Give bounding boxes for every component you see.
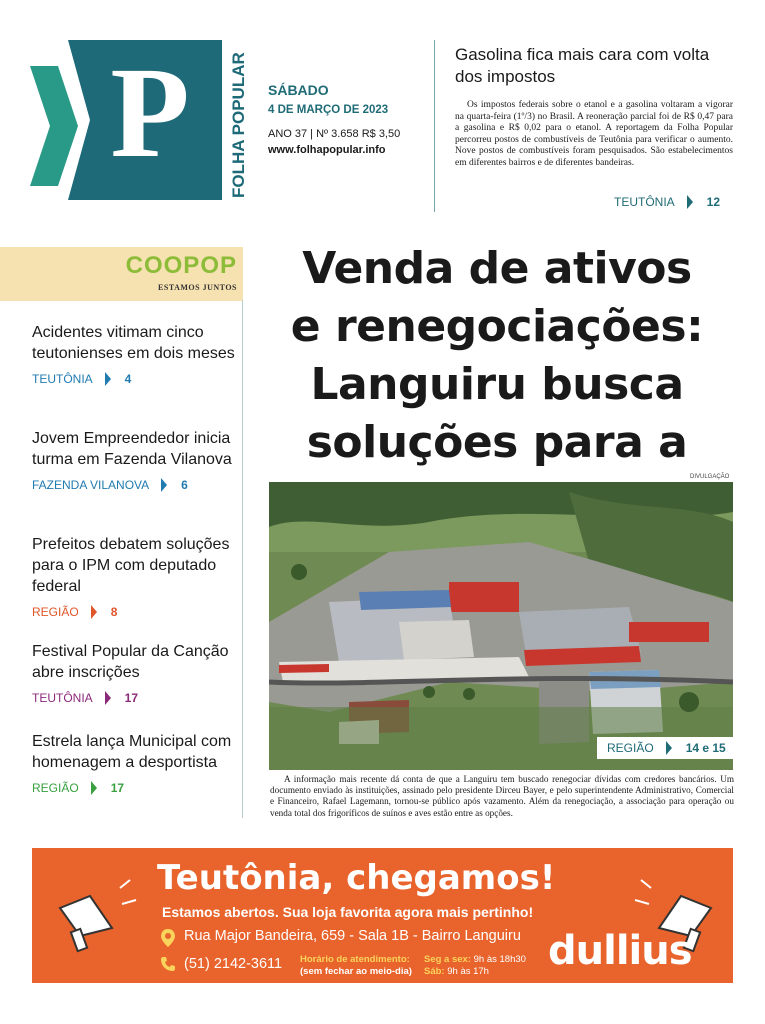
section-label: TEUTÔNIA [32, 372, 93, 386]
sidebar-item[interactable] [32, 322, 237, 386]
photo-caption: A informação mais recente dá conta de que a Languiru tem buscado renegociar dívidas com credores bancários. Um documento enviado às instituições, assinado pelo presidente Dirceu Bayer, e pelo superintendente Administrativo, Comercial e Financeiro, Rafael Lagemann, tornou-se público após vazamento. Além da renegociação, a associação para operação ou venda total dos frigoríficos de suínos e aves estão entre as opções. [270, 774, 734, 818]
headline-line: e renegociações: [290, 301, 704, 352]
main-story-page-ref[interactable] [597, 737, 736, 759]
headline-line: Venda de ativos [302, 243, 692, 294]
ad-subtitle: Estamos abertos. Sua loja favorita agora mais pertinho! [162, 904, 534, 920]
website-link[interactable]: www.folhapopular.info [268, 144, 386, 156]
top-story-page-ref[interactable] [614, 195, 720, 209]
top-story-headline[interactable]: Gasolina fica mais cara com volta dos impostos [455, 45, 710, 86]
aerial-photo[interactable] [269, 482, 733, 770]
ad-title: Teutônia, chegamos! [157, 858, 556, 898]
edition-day: SÁBADO [268, 82, 329, 98]
coopop-tagline: ESTAMOS JUNTOS [158, 283, 237, 292]
edition-date: 4 DE MARÇO DE 2023 [268, 104, 389, 116]
arrow-icon [687, 195, 693, 209]
ad-address: Rua Major Bandeira, 659 - Sala 1B - Bairro Languiru [184, 928, 521, 944]
ad-brand-logo: dullius [548, 928, 692, 974]
sidebar-headline: Acidentes vitimam cinco teutonienses em dois meses [32, 324, 235, 362]
page-number: 17 [110, 781, 125, 795]
arrow-icon [666, 741, 672, 755]
page-number: 12 [706, 195, 721, 209]
location-pin-icon [160, 928, 176, 948]
ad-hours: Seg a sex: 9h às 18h30 Sáb: 9h às 17h [424, 954, 526, 977]
headline-line: Languiru busca [310, 359, 684, 410]
sidebar-item[interactable] [32, 731, 237, 795]
sidebar-divider [242, 300, 243, 818]
section-label: REGIÃO [607, 741, 654, 755]
ad-hours-label: Horário de atendimento: (sem fechar ao meio-dia) [300, 954, 412, 977]
section-label: TEUTÔNIA [32, 691, 93, 705]
arrow-icon [161, 478, 167, 492]
coopop-logo: COOPOP [125, 252, 237, 279]
ad-hours-note: (sem fechar ao meio-dia) [300, 966, 412, 977]
logo-letter: P [110, 41, 190, 185]
arrow-icon [91, 605, 97, 619]
edition-number: ANO 37 | Nº 3.658 R$ 3,50 [268, 128, 401, 140]
sidebar-headline: Festival Popular da Canção abre inscrições [32, 643, 229, 681]
section-label: FAZENDA VILANOVA [32, 478, 150, 492]
edition-info [268, 82, 438, 156]
page-number: 8 [110, 605, 118, 619]
newspaper-name: FOLHA POPULAR [229, 52, 248, 198]
page-number: 4 [124, 372, 132, 386]
masthead-divider [434, 40, 435, 212]
arrow-icon [91, 781, 97, 795]
sidebar-item[interactable] [32, 428, 237, 492]
sidebar-item[interactable] [32, 534, 237, 619]
section-label: TEUTÔNIA [614, 195, 675, 209]
section-label: REGIÃO [32, 605, 79, 619]
sidebar-headline: Jovem Empreendedor inicia turma em Fazenda Vilanova [32, 430, 232, 468]
sidebar-headline: Estrela lança Municipal com homenagem a desportista [32, 733, 232, 771]
photo-credit: DIVULGAÇÃO [690, 474, 730, 480]
megaphone-icon [50, 878, 140, 958]
section-label: REGIÃO [32, 781, 79, 795]
arrow-icon [105, 691, 111, 705]
page-number: 6 [181, 478, 188, 492]
arrow-icon [105, 372, 111, 386]
phone-icon [160, 956, 176, 972]
ad-phone[interactable]: (51) 2142-3611 [184, 956, 283, 972]
advertisement[interactable] [32, 848, 733, 983]
sidebar-headline: Prefeitos debatem soluções para o IPM com deputado federal [32, 536, 230, 595]
top-story-body: Os impostos federais sobre o etanol e a gasolina voltaram a vigorar na quarta-feira (1º/3) no Brasil. A reoneração parcial foi de R$ 0,47 para a gasolina e R$ 0,02 para o etanol. A reportagem da Folha Popular percorreu postos de combustíveis de Teutônia para verificar o aumento. Nove postos de combustíveis foram pesquisados. São estabelecimentos em diferentes bairros e de diferentes bandeiras. [455, 100, 733, 168]
page-number: 17 [124, 691, 139, 705]
headline-line: soluções para a [306, 417, 688, 468]
sidebar-item[interactable] [32, 641, 237, 705]
sponsor-banner[interactable] [0, 247, 243, 301]
newspaper-logo [30, 38, 260, 208]
page-number: 14 e 15 [685, 741, 726, 755]
